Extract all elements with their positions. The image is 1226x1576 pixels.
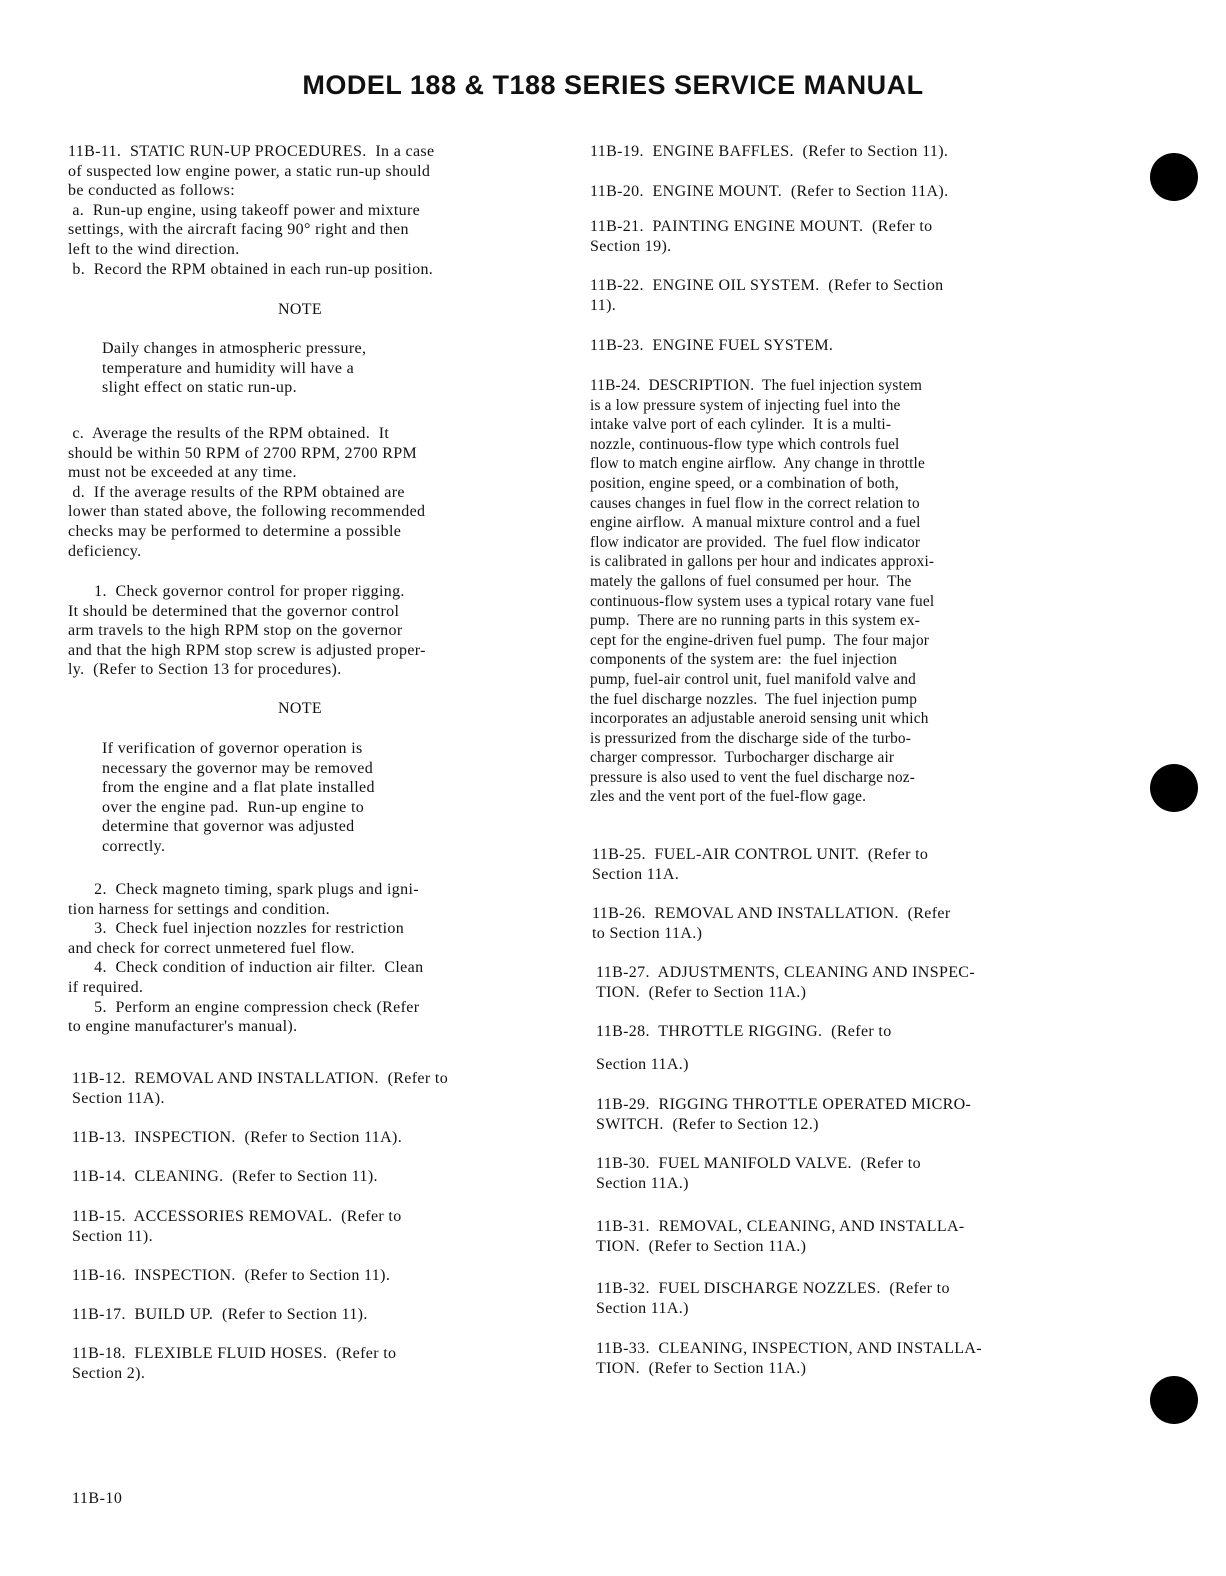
- section-11b-11: 11B-11. STATIC RUN-UP PROCEDURES. In a case of suspected low engine power, a static run-up should be conducted as follows: a. Run-up engine, using takeoff power and mixture settings, with the aircraft facing 90° right and then left to the wind direction. b. Record the RPM obtained in each run-up position.: [68, 143, 435, 278]
- section-11b-25: 11B-25. FUEL-AIR CONTROL UNIT. (Refer to Section 11A.: [592, 846, 929, 883]
- page-number: 11B-10: [72, 1490, 123, 1507]
- binder-hole-bottom: [1150, 1376, 1198, 1424]
- section-11b-30: 11B-30. FUEL MANIFOLD VALVE. (Refer to Section 11A.): [596, 1155, 921, 1192]
- check-steps-2-5: 2. Check magneto timing, spark plugs and igni- tion harness for settings and condition. 3. Check fuel injection nozzles for restriction and check for correct unmetered fuel flow. 4. Check condition of induction air filter. Clean if required. 5. Perform an engine compression check (Refer to engine manufacturer's manual).: [68, 881, 424, 1036]
- section-11b-16: 11B-16. INSPECTION. (Refer to Section 11).: [72, 1267, 391, 1284]
- section-11b-28-ref: Section 11A.): [596, 1056, 689, 1073]
- section-11b-20: 11B-20. ENGINE MOUNT. (Refer to Section 11A).: [590, 183, 949, 200]
- section-11b-27: 11B-27. ADJUSTMENTS, CLEANING AND INSPEC- TION. (Refer to Section 11A.): [596, 964, 976, 1001]
- section-11b-28: 11B-28. THROTTLE RIGGING. (Refer to: [596, 1023, 892, 1040]
- note-text-1: Daily changes in atmospheric pressure, temperature and humidity will have a slight effect on static run-up.: [102, 340, 367, 397]
- section-11b-33: 11B-33. CLEANING, INSPECTION, AND INSTALLA- TION. (Refer to Section 11A.): [596, 1340, 982, 1377]
- note-label-1: NOTE: [277, 301, 323, 318]
- section-11b-29: 11B-29. RIGGING THROTTLE OPERATED MICRO- SWITCH. (Refer to Section 12.): [596, 1096, 972, 1133]
- binder-hole-top: [1150, 153, 1198, 201]
- section-11b-18: 11B-18. FLEXIBLE FLUID HOSES. (Refer to Section 2).: [72, 1345, 397, 1382]
- section-11b-21: 11B-21. PAINTING ENGINE MOUNT. (Refer to Section 19).: [590, 218, 933, 255]
- section-11b-23: 11B-23. ENGINE FUEL SYSTEM.: [590, 337, 834, 354]
- section-11b-15: 11B-15. ACCESSORIES REMOVAL. (Refer to Section 11).: [72, 1208, 402, 1245]
- section-11b-12: 11B-12. REMOVAL AND INSTALLATION. (Refer to Section 11A).: [72, 1070, 449, 1107]
- section-11b-22: 11B-22. ENGINE OIL SYSTEM. (Refer to Section 11).: [590, 277, 944, 314]
- section-11b-13: 11B-13. INSPECTION. (Refer to Section 11A).: [72, 1129, 403, 1146]
- section-11b-32: 11B-32. FUEL DISCHARGE NOZZLES. (Refer to Section 11A.): [596, 1280, 950, 1317]
- section-11b-14: 11B-14. CLEANING. (Refer to Section 11).: [72, 1168, 378, 1185]
- check-step-1: 1. Check governor control for proper rigging. It should be determined that the governor control arm travels to the high RPM stop on the governor and that the high RPM stop screw is adjusted proper- ly. (Refer to Section 13 for procedures).: [68, 583, 426, 679]
- note-label-2: NOTE: [277, 700, 323, 717]
- section-11b-31: 11B-31. REMOVAL, CLEANING, AND INSTALLA- TION. (Refer to Section 11A.): [596, 1218, 965, 1255]
- binder-hole-middle: [1150, 764, 1198, 812]
- page-title: MODEL 188 & T188 SERIES SERVICE MANUAL: [302, 70, 924, 100]
- section-11b-19: 11B-19. ENGINE BAFFLES. (Refer to Section 11).: [590, 143, 949, 160]
- note-text-2: If verification of governor operation is necessary the governor may be removed from the engine and a flat plate installed over the engine pad. Run-up engine to determine that governor was adjusted correctly.: [102, 740, 375, 855]
- section-11b-24-description: 11B-24. DESCRIPTION. The fuel injection system is a low pressure system of injecting fuel into the intake valve port of each cylinder. It is a multi- nozzle, continuous-flow type which controls fuel flow to match engine airflow. Any change in throttle position, engine speed, or a combination of both, causes changes in fuel flow in the correct relation to engine airflow. A manual mixture control and a fuel flow indicator are provided. The fuel flow indicator is calibrated in gallons per hour and indicates approxi- mately the gallons of fuel consumed per hour. The continuous-flow system uses a typical rotary vane fuel pump. There are no running parts in this system ex- cept for the engine-driven fuel pump. The four major components of the system are: the fuel injection pump, fuel-air control unit, fuel manifold valve and the fuel discharge nozzles. The fuel injection pump incorporates an adjustable aneroid sensing unit which is pressurized from the discharge side of the turbo- charger compressor. Turbocharger discharge air pressure is also used to vent the fuel discharge noz- zles and the vent port of the fuel-flow gage.: [590, 377, 935, 806]
- section-11b-17: 11B-17. BUILD UP. (Refer to Section 11).: [72, 1306, 368, 1323]
- section-11b-11-cd: c. Average the results of the RPM obtained. It should be within 50 RPM of 2700 RPM, 2700 RPM must not be exceeded at any time. d. If the average results of the RPM obtained are lower than stated above, the following recommended checks may be performed to determine a possible deficiency.: [68, 425, 426, 560]
- section-11b-26: 11B-26. REMOVAL AND INSTALLATION. (Refer to Section 11A.): [592, 905, 951, 942]
